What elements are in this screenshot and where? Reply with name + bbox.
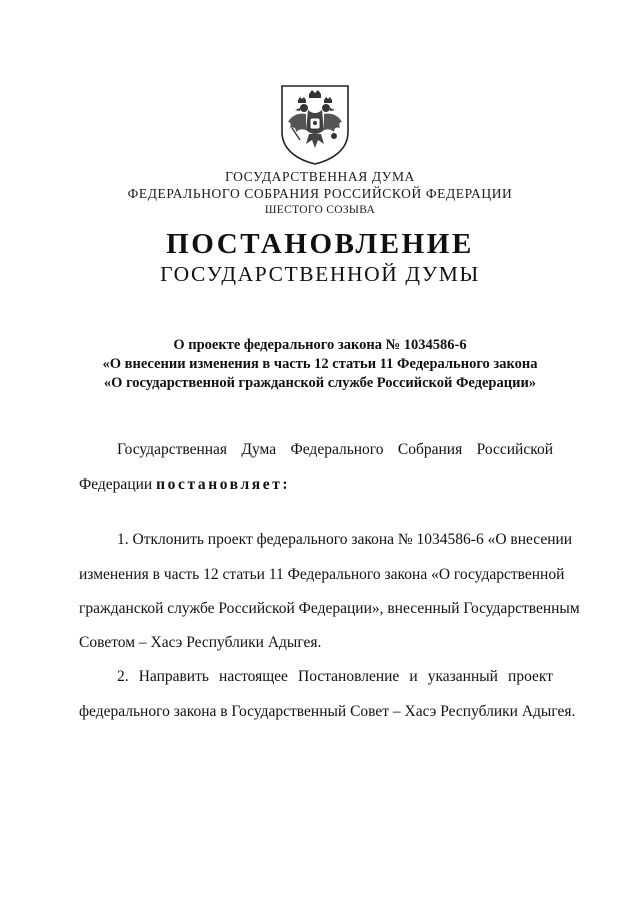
item-1-line-2: изменения в часть 12 статьи 11 Федерального закона «О государственной [79,566,565,583]
header-line-assembly: ФЕДЕРАЛЬНОГО СОБРАНИЯ РОССИЙСКОЙ ФЕДЕРАЦИИ [127,186,513,201]
bill-title-line-1: О проекте федерального закона № 1034586-6 [173,337,467,353]
bill-title-line-3: «О государственной гражданской службе Российской Федерации» [103,375,537,391]
document-title: ПОСТАНОВЛЕНИЕ [166,228,474,260]
header-line-duma: ГОСУДАРСТВЕННАЯ ДУМА [225,169,415,184]
item-1-line-1: 1. Отклонить проект федерального закона № 1034586-6 «О внесении [117,531,573,548]
item-1-line-4: Советом – Хасэ Республики Адыгея. [79,634,322,651]
state-emblem-icon [276,82,354,166]
bill-title-line-2: «О внесении изменения в часть 12 статьи 11 Федерального закона [102,356,538,372]
resolves-emphasis: постановляет: [156,476,291,493]
document-subtitle: ГОСУДАРСТВЕННОЙ ДУМЫ [160,262,480,286]
item-2-line-2: федерального закона в Государственный Совет – Хасэ Республики Адыгея. [79,703,576,720]
header-line-convocation: ШЕСТОГО СОЗЫВА [264,204,376,216]
preamble-line-2-start: Федерации [79,476,157,493]
item-2-line-1: 2. Направить настоящее Постановление и указанный проект [117,668,553,685]
preamble-line-1: Государственная Дума Федерального Собрания Российской [117,441,553,458]
preamble-line-2 [79,476,290,494]
item-1-line-3: гражданской службе Российской Федерации», внесенный Государственным [79,600,580,617]
